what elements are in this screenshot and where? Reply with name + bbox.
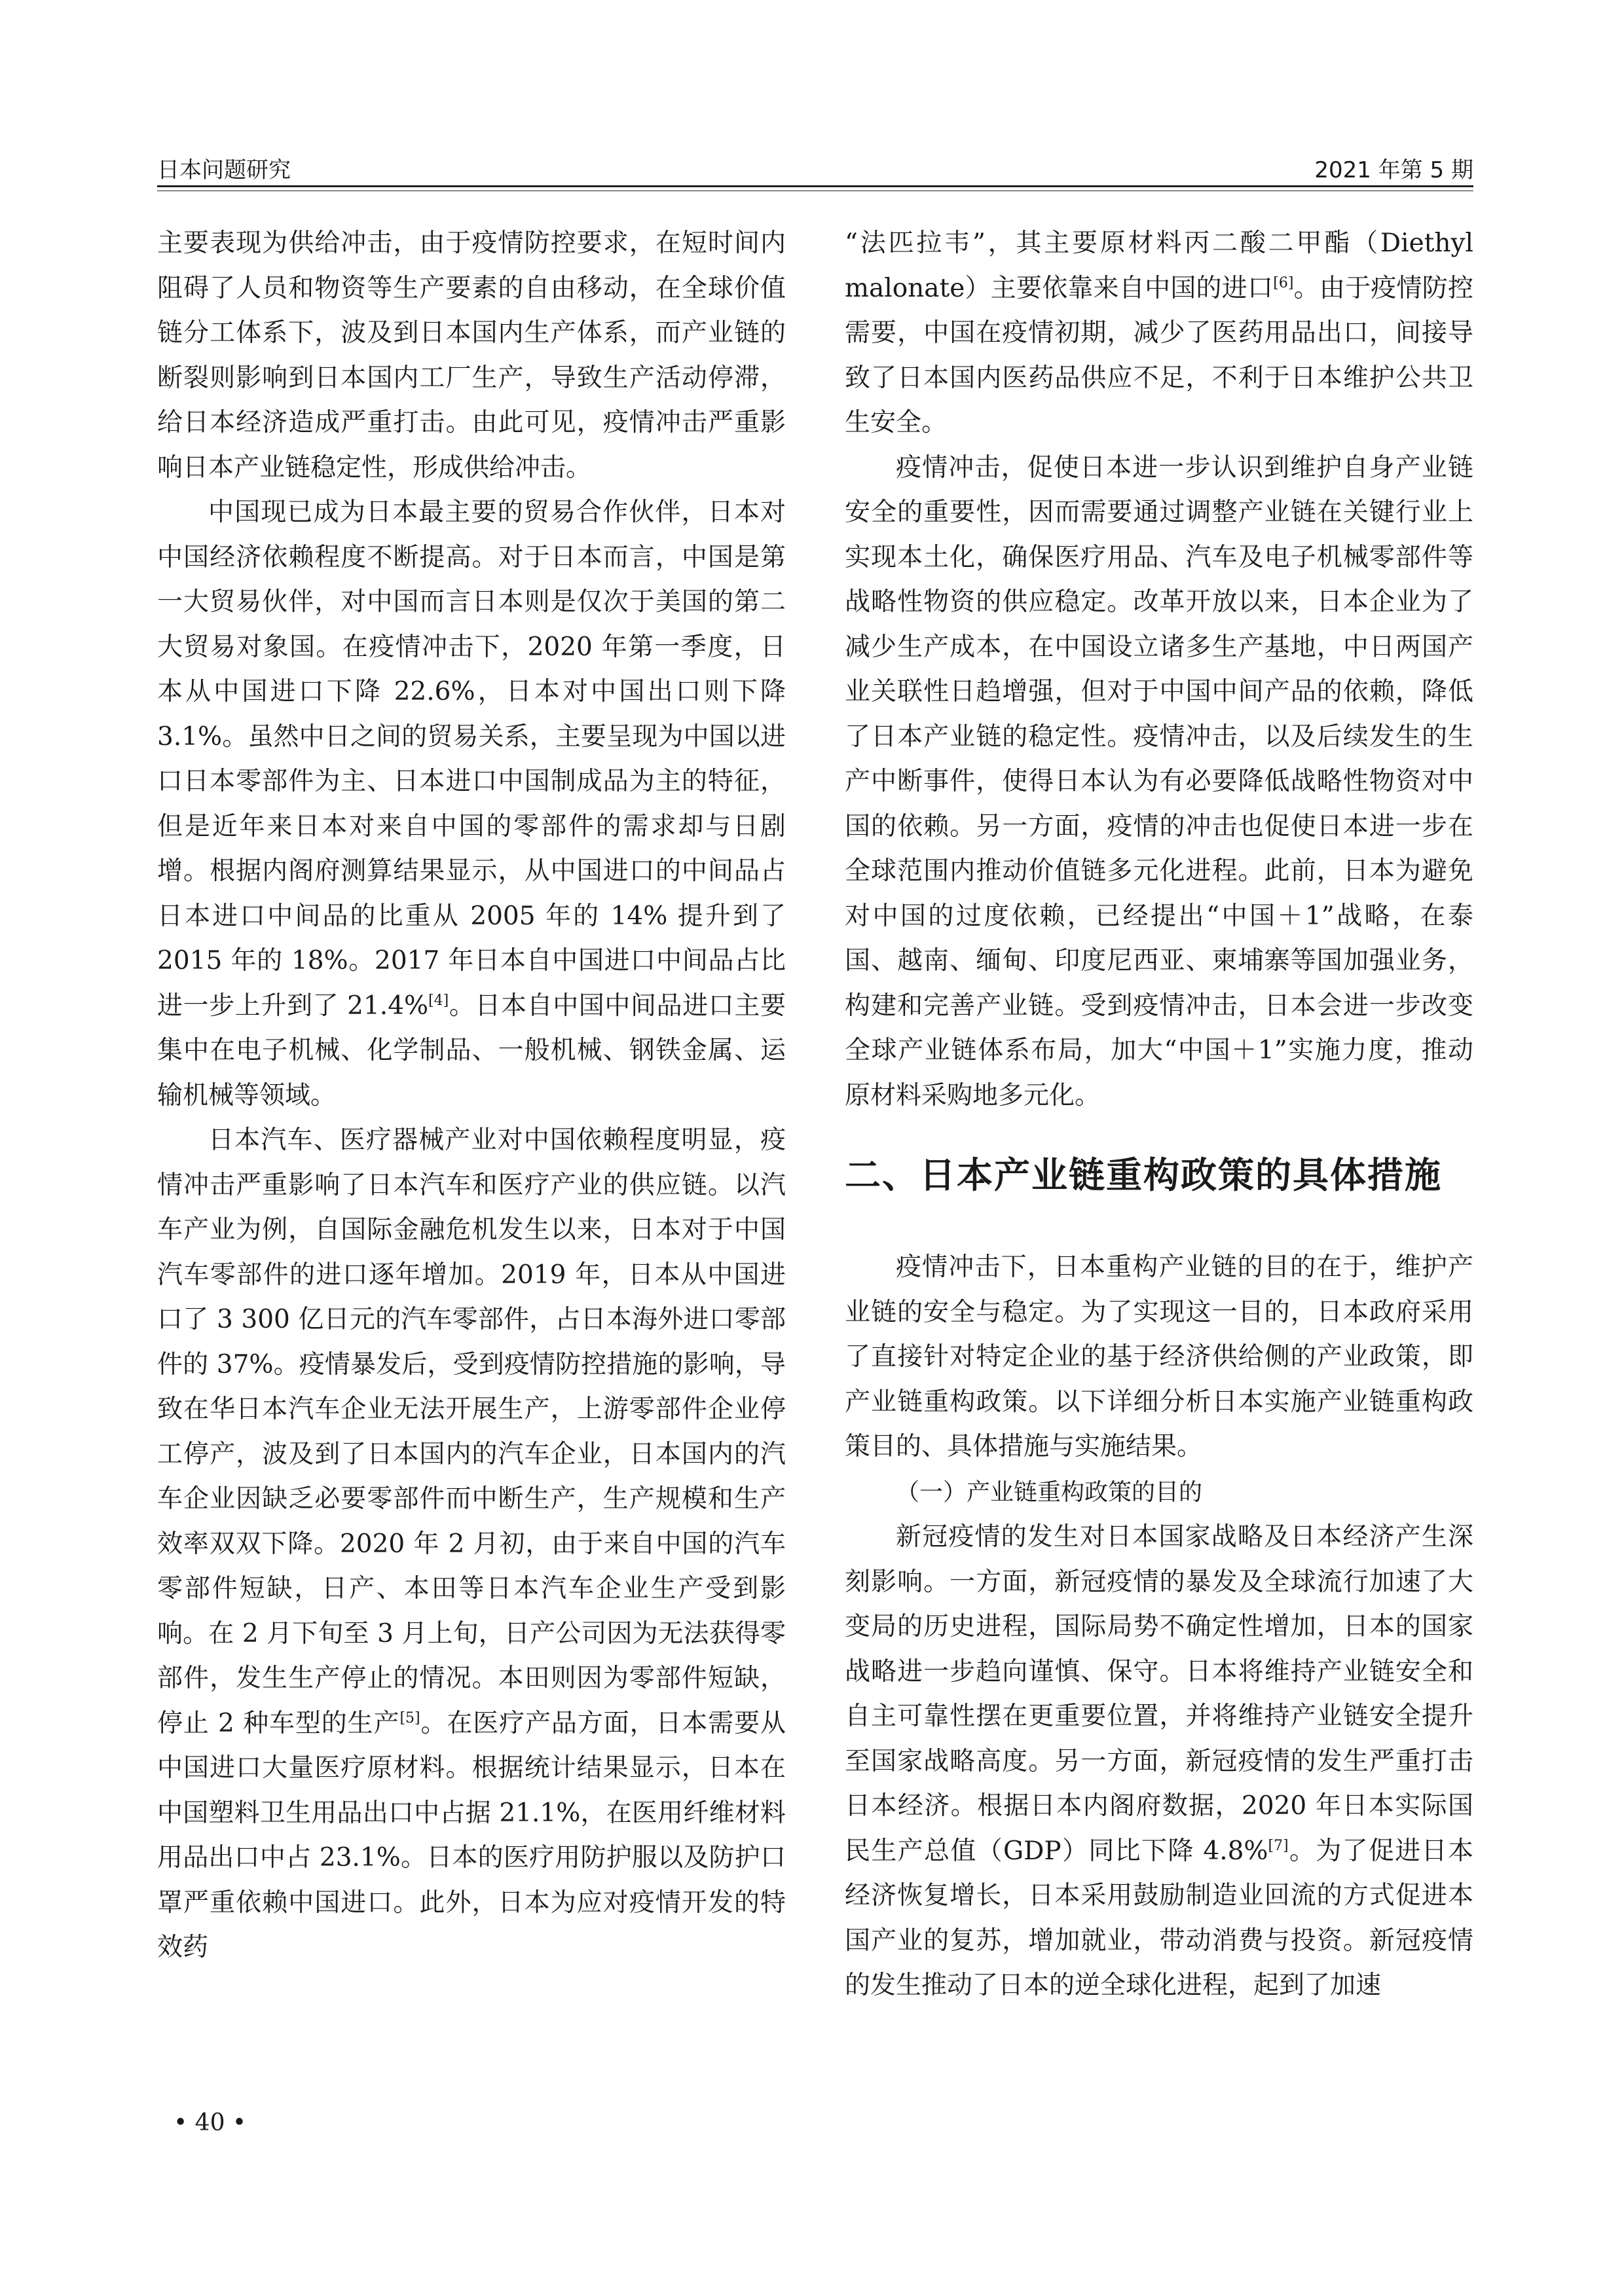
right-column (845, 221, 1473, 2009)
left-column (157, 221, 786, 1971)
paragraph: 疫情冲击下，日本重构产业链的目的在于，维护产业链的安全与稳定。为了实现这一目的，日本政府采用了直接针对特定企业的基于经济供给侧的产业政策，即产业链重构政策。以下详细分析日本实施产业链重构政策目的、具体措施与实施结果。 (845, 1252, 1473, 1461)
running-header (157, 152, 1473, 185)
section-heading: 二、日本产业链重构政策的具体措施 (845, 1154, 1443, 1196)
citation-ref: [5] (399, 1709, 420, 1726)
subsection-heading: （一）产业链重构政策的目的 (896, 1478, 1203, 1506)
journal-name: 日本问题研究 (157, 157, 291, 183)
paragraph: 主要表现为供给冲击，由于疫情防控要求，在短时间内阻碍了人员和物资等生产要素的自由移动，在全球价值链分工体系下，波及到日本国内生产体系，而产业链的断裂则影响到日本国内工厂生产，导致生产活动停滞，给日本经济造成严重打击。由此可见，疫情冲击严重影响日本产业链稳定性，形成供给冲击。 (157, 228, 786, 483)
paragraph: 疫情冲击，促使日本进一步认识到维护自身产业链安全的重要性，因而需要通过调整产业链在关键行业上实现本土化，确保医疗用品、汽车及电子机械零部件等战略性物资的供应稳定。改革开放以来，日本企业为了减少生产成本，在中国设立诸多生产基地，中日两国产业关联性日趋增强，但对于中国中间产品的依赖，降低了日本产业链的稳定性。疫情冲击，以及后续发生的生产中断事件，使得日本认为有必要降低战略性物资对中国的依赖。另一方面，疫情的冲击也促使日本进一步在全球范围内推动价值链多元化进程。此前，日本为避免对中国的过度依赖，已经提出“中国＋1”战略，在泰国、越南、缅甸、印度尼西亚、柬埔寨等国加强业务，构建和完善产业链。受到疫情冲击，日本会进一步改变全球产业链体系布局，加大“中国＋1”实施力度，推动原材料采购地多元化。 (845, 452, 1473, 1110)
header-rule-thick (157, 185, 1473, 187)
page-number: • 40 • (174, 2109, 247, 2136)
paragraph: “法匹拉韦”，其主要原材料丙二酸二甲酯（Diethyl malonate）主要依靠来自中国的进口[6]。由于疫情防控需要，中国在疫情初期，减少了医药用品出口，间接导致了日本国内医药品供应不足，不利于日本维护公共卫生安全。 (845, 228, 1473, 437)
citation-ref: [6] (1273, 274, 1294, 291)
issue-label: 2021 年第 5 期 (1314, 157, 1473, 183)
paragraph: 日本汽车、医疗器械产业对中国依赖程度明显，疫情冲击严重影响了日本汽车和医疗产业的供应链。以汽车产业为例，自国际金融危机发生以来，日本对于中国汽车零部件的进口逐年增加。2019 年，日本从中国进口了 3 300 亿日元的汽车零部件，占日本海外进口零部件的 37%。疫情暴发后，受到疫情防控措施的影响，导致在华日本汽车企业无法开展生产，上游零部件企业停工停产，波及到了日本国内的汽车企业，日本国内的汽车企业因缺乏必要零部件而中断生产，生产规模和生产效率双双下降。2020 年 2 月初，由于来自中国的汽车零部件短缺，日产、本田等日本汽车企业生产受到影响。在 2 月下旬至 3 月上旬，日产公司因为无法获得零部件，发生生产停止的情况。本田则因为零部件短缺，停止 2 种车型的生产[5]。在医疗产品方面，日本需要从中国进口大量医疗原材料。根据统计结果显示，日本在中国塑料卫生用品出口中占据 21.1%，在医用纤维材料用品出口中占 23.1%。日本的医疗用防护服以及防护口罩严重依赖中国进口。此外，日本为应对疫情开发的特效药 (157, 1125, 786, 1962)
citation-ref: [4] (428, 992, 449, 1009)
paragraph: 中国现已成为日本最主要的贸易合作伙伴，日本对中国经济依赖程度不断提高。对于日本而言，中国是第一大贸易伙伴，对中国而言日本则是仅次于美国的第二大贸易对象国。在疫情冲击下，2020 年第一季度，日本从中国进口下降 22.6%，日本对中国出口则下降 3.1%。虽然中日之间的贸易关系，主要呈现为中国以进口日本零部件为主、日本进口中国制成品为主的特征，但是近年来日本对来自中国的零部件的需求却与日剧增。根据内阁府测算结果显示，从中国进口的中间品占日本进口中间品的比重从 2005 年的 14% 提升到了 2015 年的 18%。2017 年日本自中国进口中间品占比进一步上升到了 21.4%[4]。日本自中国中间品进口主要集中在电子机械、化学制品、一般机械、钢铁金属、运输机械等领域。 (157, 498, 786, 1110)
citation-ref: [7] (1268, 1837, 1289, 1854)
paragraph: 新冠疫情的发生对日本国家战略及日本经济产生深刻影响。一方面，新冠疫情的暴发及全球流行加速了大变局的历史进程，国际局势不确定性增加，日本的国家战略进一步趋向谨慎、保守。日本将维持产业链安全和自主可靠性摆在更重要位置，并将维持产业链安全提升至国家战略高度。另一方面，新冠疫情的发生严重打击日本经济。根据日本内阁府数据，2020 年日本实际国民生产总值（GDP）同比下降 4.8%[7]。为了促进日本经济恢复增长，日本采用鼓励制造业回流的方式促进本国产业的复苏，增加就业，带动消费与投资。新冠疫情的发生推动了日本的逆全球化进程，起到了加速 (845, 1522, 1473, 2000)
